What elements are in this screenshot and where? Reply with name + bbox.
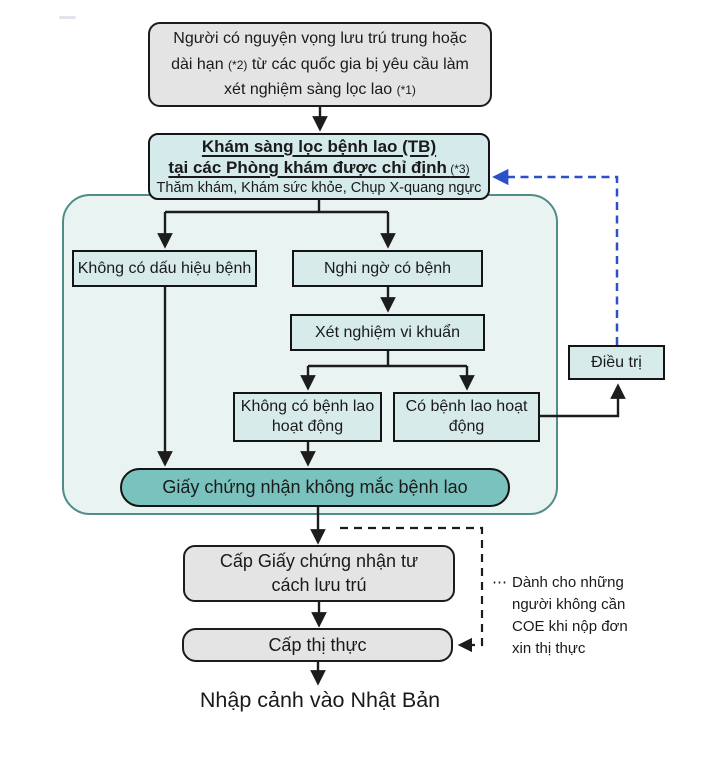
node-coe-issue: Cấp Giấy chứng nhận tư cách lưu trú xyxy=(183,545,455,602)
scan-artifact-dash xyxy=(59,16,76,19)
applicant-line3: xét nghiệm sàng lọc lao (*1) xyxy=(224,81,416,99)
node-treatment: Điều trị xyxy=(568,345,665,380)
node-applicant xyxy=(148,22,492,107)
node-no-signs: Không có dấu hiệu bệnh xyxy=(72,250,257,287)
screening-subtitle: Thăm khám, Khám sức khỏe, Chụp X-quang ngực xyxy=(156,180,482,197)
entry-to-japan-label: Nhập cảnh vào Nhật Bản xyxy=(199,687,441,712)
node-tb-free-certificate: Giấy chứng nhận không mắc bệnh lao xyxy=(120,468,510,507)
visa-note xyxy=(512,572,712,660)
note-line: Dành cho những xyxy=(512,574,624,591)
note-ellipsis: ⋯ xyxy=(492,574,507,591)
note-line: người không cần xyxy=(512,596,626,613)
screening-title-line2: tại các Phòng khám được chỉ định (*3) xyxy=(168,157,470,177)
note-line: COE khi nộp đơn xyxy=(512,618,628,635)
note-line: xin thị thực xyxy=(512,640,586,657)
node-no-active-tb: Không có bệnh lao hoạt động xyxy=(233,392,382,442)
node-bacteria-test: Xét nghiệm vi khuẩn xyxy=(290,314,485,351)
applicant-line2: dài hạn (*2) từ các quốc gia bị yêu cầu làm xyxy=(171,55,469,73)
screening-outcome-panel xyxy=(62,194,558,515)
screening-title-line1: Khám sàng lọc bệnh lao (TB) xyxy=(201,136,437,156)
node-tb-screening xyxy=(148,133,490,200)
node-active-tb: Có bệnh lao hoạt động xyxy=(393,392,540,442)
node-suspected: Nghi ngờ có bệnh xyxy=(292,250,483,287)
applicant-line1: Người có nguyện vọng lưu trú trung hoặc xyxy=(173,30,467,48)
node-visa-issue: Cấp thị thực xyxy=(182,628,453,662)
